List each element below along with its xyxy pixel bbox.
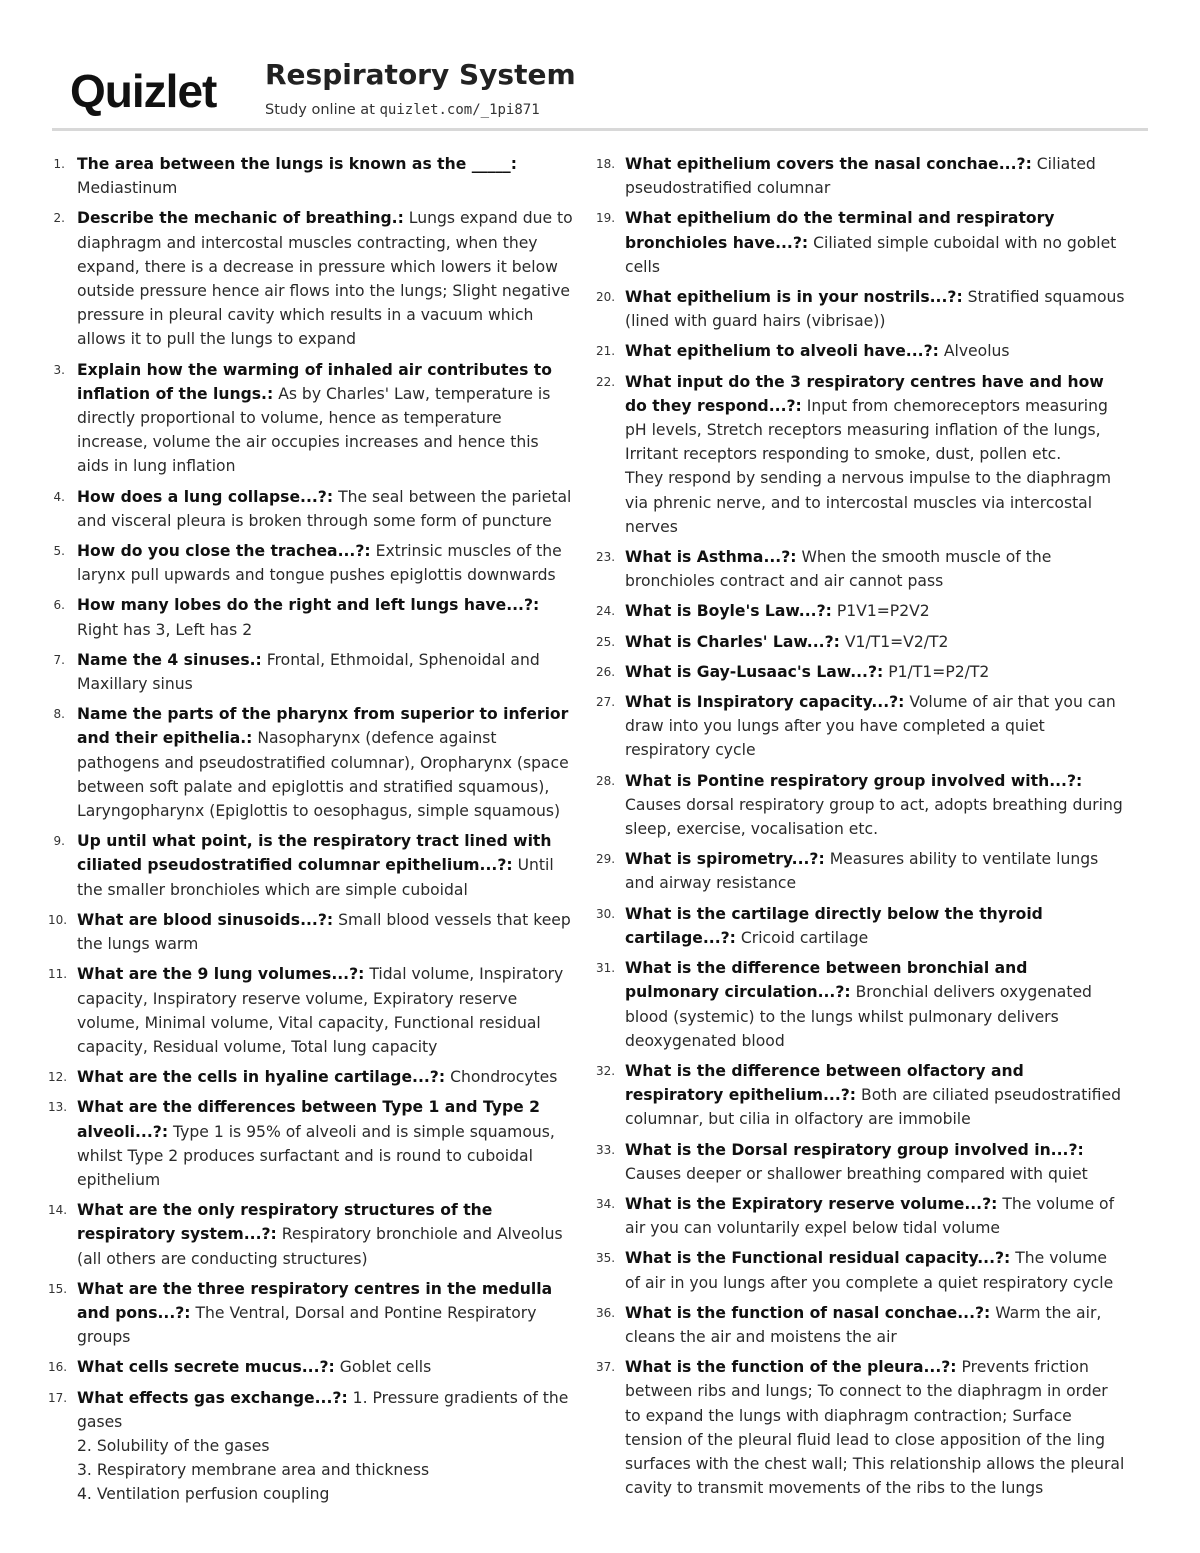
item-question: What epithelium to alveoli have...?:: [625, 342, 939, 361]
item-answer: The volume of air you can voluntarily expel below tidal volume: [625, 1194, 1115, 1238]
flashcard-item: [48, 648, 573, 696]
item-number: 36.: [596, 1305, 616, 1320]
item-question: Name the 4 sinuses.:: [77, 650, 262, 669]
flashcard-item: [48, 152, 573, 200]
item-answer: Causes deeper or shallower breathing compared with quiet: [625, 1164, 1088, 1183]
flashcard-item: [596, 902, 1126, 950]
item-answer: P1/T1=P2/T2: [888, 662, 990, 681]
item-question: What is the Functional residual capacity...?:: [625, 1249, 1011, 1268]
item-number: 29.: [596, 852, 616, 867]
item-number: 23.: [596, 550, 616, 565]
item-answer: P1V1=P2V2: [836, 602, 930, 621]
item-number: 21.: [596, 344, 616, 359]
item-question: What is Gay-Lusaac's Law...?:: [625, 662, 884, 681]
item-question: What are the three respiratory centres in the medulla and pons...?:: [77, 1279, 553, 1322]
item-answer: V1/T1=V2/T2: [844, 632, 949, 651]
item-number: 5.: [53, 544, 65, 559]
flashcard-item: [48, 1277, 573, 1350]
item-question: What are blood sinusoids...?:: [77, 910, 334, 929]
item-question: What is Inspiratory capacity...?:: [625, 693, 905, 712]
flashcard-item: [596, 1059, 1126, 1132]
flashcard-item: [596, 660, 1126, 684]
item-number: 31.: [596, 961, 616, 976]
item-question: What effects gas exchange...?:: [77, 1388, 348, 1407]
item-number: 35.: [596, 1251, 616, 1266]
flashcard-item: [48, 962, 573, 1059]
item-answer: Input from chemoreceptors measuring pH levels, Stretch receptors measuring inflation of the lungs, Irritant receptors responding to smoke, dust, pollen etc. They respond by sending a nervous impulse to the diaphragm via phrenic nerve, and to intercostal muscles via intercostal nerves: [625, 396, 1112, 536]
item-answer: Measures ability to ventilate lungs and airway resistance: [625, 850, 1099, 893]
item-question: What is the cartilage directly below the thyroid cartilage...?:: [625, 904, 1043, 947]
item-question: Describe the mechanic of breathing.:: [77, 209, 404, 228]
flashcard-item: [48, 1386, 573, 1507]
item-number: 32.: [596, 1063, 616, 1078]
item-question: What input do the 3 respiratory centres have and how do they respond...?:: [625, 372, 1104, 415]
flashcard-item: [596, 370, 1126, 539]
item-question: What is the difference between bronchial and pulmonary circulation...?:: [625, 959, 1028, 1002]
item-answer: Warm the air, cleans the air and moistens the air: [625, 1303, 1102, 1346]
item-question: What is Charles' Law...?:: [625, 632, 840, 651]
item-number: 6.: [53, 598, 65, 613]
item-question: Explain how the warming of inhaled air contributes to inflation of the lungs.:: [77, 360, 552, 403]
item-answer: The seal between the parietal and visceral pleura is broken through some form of puncture: [77, 487, 572, 530]
flashcard-item: [48, 702, 573, 823]
item-question: What is Boyle's Law...?:: [625, 602, 832, 621]
header-divider: [52, 128, 1148, 131]
flashcard-item: [596, 285, 1126, 333]
item-answer: Ciliated pseudostratified columnar: [625, 155, 1096, 198]
flashcard-item: [48, 1065, 573, 1089]
item-question: What cells secrete mucus...?:: [77, 1358, 335, 1377]
item-number: 13.: [48, 1100, 68, 1115]
item-answer: The Ventral, Dorsal and Pontine Respiratory groups: [77, 1303, 537, 1347]
item-question: Up until what point, is the respiratory tract lined with ciliated pseudostratified columnar epithelium...?:: [77, 832, 552, 875]
item-question: How many lobes do the right and left lungs have...?:: [77, 596, 540, 615]
item-number: 9.: [53, 834, 65, 849]
item-question: What are the only respiratory structures of the respiratory system...?:: [77, 1201, 493, 1244]
flashcard-item: [596, 599, 1126, 623]
item-answer: As by Charles' Law, temperature is directly proportional to volume, hence as temperature increase, volume the air occupies increases and hence this aids in lung inflation: [77, 384, 551, 476]
item-number: 15.: [48, 1281, 68, 1296]
item-question: What are the differences between Type 1 and Type 2 alveoli...?:: [77, 1098, 540, 1141]
item-number: 25.: [596, 634, 616, 649]
item-number: 8.: [53, 707, 65, 722]
flashcard-item: [596, 152, 1126, 200]
quizlet-logo: Quizlet: [70, 65, 217, 117]
item-answer: Goblet cells: [339, 1358, 432, 1377]
flashcard-item: [596, 339, 1126, 363]
item-answer: Mediastinum: [77, 179, 178, 198]
item-answer: Lungs expand due to diaphragm and intercostal muscles contracting, when they expand, there is a decrease in pressure which lowers it below outside pressure hence air flows into the lungs; Slight negative pressure in pleural cavity which results in a vacuum which allows it to pull the lungs to expand: [77, 209, 573, 349]
item-question: What is the function of nasal conchae...?:: [625, 1303, 991, 1322]
item-number: 1.: [53, 157, 65, 171]
item-question: What epithelium is in your nostrils...?:: [625, 288, 963, 307]
item-answer: Extrinsic muscles of the larynx pull upwards and tongue pushes epiglottis downwards: [77, 542, 562, 585]
item-number: 12.: [48, 1070, 68, 1085]
item-number: 7.: [53, 652, 65, 667]
item-answer: Tidal volume, Inspiratory capacity, Inspiratory reserve volume, Expiratory reserve volume, Minimal volume, Vital capacity, Functional residual capacity, Residual volume, Total lung capacity: [77, 965, 564, 1056]
item-number: 16.: [48, 1360, 68, 1375]
item-number: 2.: [53, 211, 65, 226]
item-number: 34.: [596, 1196, 616, 1211]
flashcard-item: [596, 545, 1126, 593]
flashcard-item: [596, 769, 1126, 842]
item-answer: Stratified squamous (lined with guard hairs (vibrisae)): [625, 288, 1125, 331]
item-answer: Cricoid cartilage: [740, 928, 869, 947]
item-question: What are the 9 lung volumes...?:: [77, 965, 365, 984]
item-number: 24.: [596, 604, 616, 619]
item-question: What is Pontine respiratory group involved with...?:: [625, 771, 1083, 790]
item-answer: Chondrocytes: [450, 1068, 558, 1087]
item-number: 18.: [596, 157, 616, 171]
item-question: What is the Expiratory reserve volume...?:: [625, 1194, 998, 1213]
item-answer: Right has 3, Left has 2: [77, 620, 253, 639]
subtitle-prefix: Study online at: [265, 102, 380, 118]
item-answer: Until the smaller bronchioles which are simple cuboidal: [77, 856, 554, 899]
page-title: Respiratory System: [265, 58, 576, 91]
study-url-link[interactable]: quizlet.com/_1pi871: [379, 102, 540, 118]
item-question: How do you close the trachea...?:: [77, 542, 371, 561]
item-number: 30.: [596, 906, 616, 921]
item-question: Name the parts of the pharynx from superior to inferior and their epithelia.:: [77, 705, 569, 748]
item-number: 14.: [48, 1203, 68, 1218]
item-answer: Both are ciliated pseudostratified columnar, but cilia in olfactory are immobile: [625, 1086, 1121, 1129]
item-number: 20.: [596, 290, 616, 305]
flashcard-item: [48, 908, 573, 956]
item-answer: Alveolus: [943, 342, 1010, 361]
flashcard-item: [48, 1198, 573, 1271]
item-answer: Small blood vessels that keep the lungs warm: [77, 910, 571, 954]
flashcard-item: [48, 593, 573, 641]
page-header: [70, 58, 1148, 132]
flashcard-item: [48, 1355, 573, 1379]
item-number: 22.: [596, 374, 616, 389]
item-answer: Causes dorsal respiratory group to act, adopts breathing during sleep, exercise, vocalisation etc.: [625, 795, 1123, 839]
item-question: What is the Dorsal respiratory group involved in...?:: [625, 1140, 1084, 1159]
item-question: What epithelium do the terminal and respiratory bronchioles have...?:: [625, 209, 1055, 252]
item-answer: 1. Pressure gradients of the gases 2. Solubility of the gases 3. Respiratory membrane area and thickness 4. Ventilation perfusion coupling: [77, 1388, 569, 1504]
item-answer: Type 1 is 95% of alveoli and is simple squamous, whilst Type 2 produces surfactant and is round to cuboidal epithelium: [77, 1122, 555, 1189]
item-answer: Nasopharynx (defence against pathogens and pseudostratified columnar), Oropharynx (space between soft palate and epiglottis and stratified squamous), Laryngopharynx (Epiglottis to oesophagus, simple squamous): [77, 729, 569, 821]
item-number: 28.: [596, 773, 616, 788]
flashcard-item: [596, 1192, 1126, 1240]
flashcard-item: [48, 829, 573, 902]
flashcard-item: [596, 956, 1126, 1053]
item-question: How does a lung collapse...?:: [77, 487, 334, 506]
left-column: [48, 152, 573, 1513]
item-question: What is the function of the pleura...?:: [625, 1358, 957, 1377]
item-question: What is spirometry...?:: [625, 850, 825, 869]
item-number: 19.: [596, 211, 616, 226]
item-answer: Volume of air that you can draw into you lungs after you have completed a quiet respiratory cycle: [625, 693, 1116, 760]
item-number: 17.: [48, 1390, 68, 1405]
item-answer: When the smooth muscle of the bronchioles contract and air cannot pass: [625, 548, 1052, 591]
item-question: What is the difference between olfactory and respiratory epithelium...?:: [625, 1061, 1024, 1105]
item-answer: Frontal, Ethmoidal, Sphenoidal and Maxillary sinus: [77, 650, 540, 694]
item-number: 37.: [596, 1360, 616, 1375]
item-number: 26.: [596, 664, 616, 679]
item-question: What is Asthma...?:: [625, 548, 797, 567]
item-question: What epithelium covers the nasal conchae...?:: [625, 155, 1032, 173]
item-number: 4.: [53, 489, 65, 504]
flashcard-item: [596, 1301, 1126, 1349]
flashcard-item: [48, 539, 573, 587]
flashcard-item: [596, 206, 1126, 279]
flashcard-item: [596, 630, 1126, 654]
item-number: 27.: [596, 695, 616, 710]
flashcard-item: [596, 1355, 1126, 1500]
right-column: [596, 152, 1126, 1506]
item-answer: The volume of air in you lungs after you complete a quiet respiratory cycle: [625, 1249, 1114, 1292]
flashcard-item: [596, 1246, 1126, 1294]
flashcard-item: [596, 1138, 1126, 1186]
item-number: 33.: [596, 1142, 616, 1157]
item-answer: Bronchial delivers oxygenated blood (systemic) to the lungs whilst pulmonary delivers deoxygenated blood: [625, 983, 1092, 1050]
item-question: The area between the lungs is known as the _____:: [77, 155, 517, 173]
item-answer: Respiratory bronchiole and Alveolus (all others are conducting structures): [77, 1225, 563, 1268]
item-answer: Ciliated simple cuboidal with no goblet cells: [625, 233, 1117, 276]
flashcard-item: [48, 485, 573, 533]
item-number: 11.: [48, 967, 68, 982]
flashcard-item: [48, 1095, 573, 1192]
flashcard-item: [48, 358, 573, 479]
item-number: 3.: [53, 362, 65, 377]
item-answer: Prevents friction between ribs and lungs; To connect to the diaphragm in order to expand the lungs with diaphragm contraction; Surface tension of the pleural fluid lead to close apposition of the ling surfaces with the chest wall; This relationship allows the pleural cavity to transmit movements of the ribs to the lungs: [625, 1358, 1125, 1498]
flashcard-item: [48, 206, 573, 351]
flashcard-item: [596, 847, 1126, 895]
flashcard-item: [596, 690, 1126, 763]
item-question: What are the cells in hyaline cartilage...?:: [77, 1068, 446, 1087]
page-subtitle: [265, 102, 540, 118]
item-number: 10.: [48, 912, 68, 927]
